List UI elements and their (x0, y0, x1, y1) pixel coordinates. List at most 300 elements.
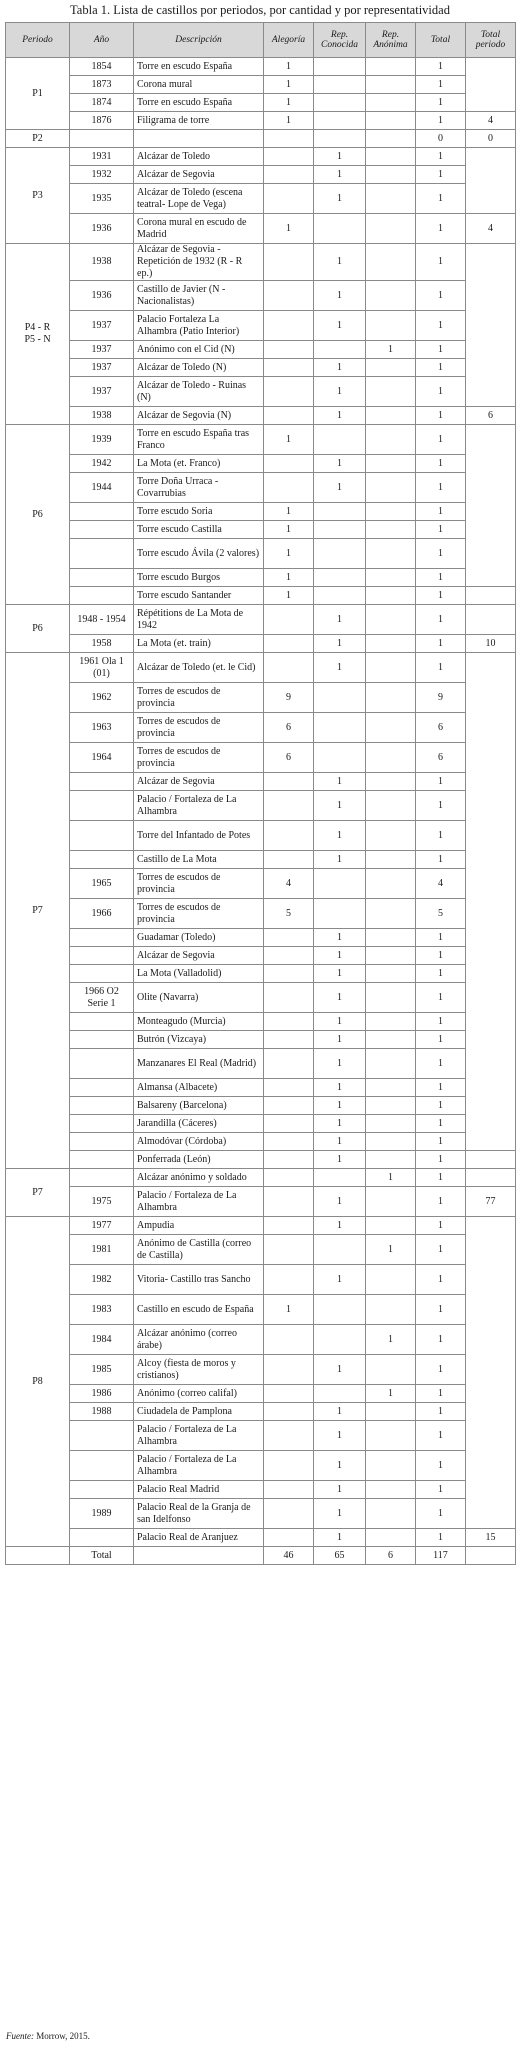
table-row (6, 1049, 516, 1079)
alegoria-cell (264, 377, 314, 407)
total-cell: 1 (416, 473, 466, 503)
year-cell (70, 1031, 134, 1049)
alegoria-cell (264, 1133, 314, 1151)
table-row (6, 1325, 516, 1355)
table-row (6, 539, 516, 569)
total-period-cell (466, 605, 516, 635)
alegoria-cell: 1 (264, 521, 314, 539)
year-cell: 1937 (70, 359, 134, 377)
rep-conocida-cell: 1 (314, 1403, 366, 1421)
description-cell: Palacio Fortaleza La Alhambra (Patio Interior) (134, 311, 264, 341)
alegoria-cell: 1 (264, 569, 314, 587)
total-cell: 1 (416, 1133, 466, 1151)
year-cell: 1932 (70, 166, 134, 184)
total-period-cell (466, 1265, 516, 1295)
table-row (6, 1451, 516, 1481)
rep-anonima-cell (366, 1499, 416, 1529)
period-cell: P2 (6, 130, 70, 148)
year-cell: 1985 (70, 1355, 134, 1385)
total-period-cell (466, 244, 516, 281)
year-cell: 1965 (70, 869, 134, 899)
table-row (6, 653, 516, 683)
total-period-cell: 77 (466, 1187, 516, 1217)
rep-conocida-cell: 1 (314, 605, 366, 635)
rep-conocida-cell (314, 869, 366, 899)
rep-anonima-cell (366, 521, 416, 539)
description-cell: Alcázar anónimo y soldado (134, 1169, 264, 1187)
table-row (6, 148, 516, 166)
total-period-cell (466, 713, 516, 743)
alegoria-cell: 4 (264, 869, 314, 899)
description-cell (134, 130, 264, 148)
rep-anonima-cell (366, 1151, 416, 1169)
description-cell: Torre escudo Castilla (134, 521, 264, 539)
description-cell: Alcázar de Segovia (134, 166, 264, 184)
rep-anonima-cell (366, 94, 416, 112)
description-cell: Almodóvar (Córdoba) (134, 1133, 264, 1151)
total-period-cell (466, 184, 516, 214)
total-period-cell (466, 455, 516, 473)
year-cell: 1935 (70, 184, 134, 214)
rep-anonima-cell (366, 1217, 416, 1235)
year-cell (70, 929, 134, 947)
rep-conocida-cell: 1 (314, 281, 366, 311)
total-period-cell (466, 281, 516, 311)
year-cell: 1988 (70, 1403, 134, 1421)
table-row (6, 983, 516, 1013)
alegoria-cell (264, 1355, 314, 1385)
description-cell: Balsareny (Barcelona) (134, 1097, 264, 1115)
year-cell: 1944 (70, 473, 134, 503)
table-row (6, 605, 516, 635)
rep-conocida-cell: 1 (314, 184, 366, 214)
rep-conocida-cell (314, 1325, 366, 1355)
total-period-cell (466, 503, 516, 521)
year-cell (70, 1079, 134, 1097)
header-total-periodo: Total periodo (466, 23, 516, 58)
total-cell: 1 (416, 1385, 466, 1403)
alegoria-cell (264, 473, 314, 503)
table-row (6, 1403, 516, 1421)
alegoria-cell (264, 1115, 314, 1133)
alegoria-cell: 1 (264, 425, 314, 455)
alegoria-cell: 1 (264, 112, 314, 130)
total-period-cell (466, 311, 516, 341)
alegoria-cell (264, 1151, 314, 1169)
alegoria-cell (264, 635, 314, 653)
total-period-cell (466, 965, 516, 983)
rep-conocida-cell: 1 (314, 821, 366, 851)
rep-conocida-cell (314, 503, 366, 521)
rep-conocida-cell: 1 (314, 1529, 366, 1547)
table-row (6, 713, 516, 743)
table-row (6, 1079, 516, 1097)
total-period-cell (466, 425, 516, 455)
year-cell: 1986 (70, 1385, 134, 1403)
rep-anonima-cell (366, 1481, 416, 1499)
total-cell: 1 (416, 311, 466, 341)
table-row (6, 635, 516, 653)
total-period-cell (466, 148, 516, 166)
alegoria-cell (264, 407, 314, 425)
alegoria-cell: 1 (264, 58, 314, 76)
total-cell: 6 (416, 743, 466, 773)
year-cell (70, 773, 134, 791)
total-period-cell (466, 1295, 516, 1325)
description-cell: Palacio Real de Aranjuez (134, 1529, 264, 1547)
total-cell: 0 (416, 130, 466, 148)
year-cell (70, 1097, 134, 1115)
alegoria-cell (264, 947, 314, 965)
rep-conocida-cell (314, 214, 366, 244)
total-cell: 1 (416, 1355, 466, 1385)
year-cell: 1984 (70, 1325, 134, 1355)
year-cell: 1966 O2 Serie 1 (70, 983, 134, 1013)
total-cell: 1 (416, 635, 466, 653)
description-cell: Palacio Real de la Granja de san Idelfonso (134, 1499, 264, 1529)
alegoria-cell (264, 1325, 314, 1355)
description-cell: Torre del Infantado de Potes (134, 821, 264, 851)
total-period-cell (466, 683, 516, 713)
rep-anonima-cell (366, 1451, 416, 1481)
total-cell: 1 (416, 947, 466, 965)
total-cell: 1 (416, 1079, 466, 1097)
year-cell: 1975 (70, 1187, 134, 1217)
total-period-cell (466, 359, 516, 377)
description-cell: Butrón (Vizcaya) (134, 1031, 264, 1049)
rep-anonima-cell: 1 (366, 1235, 416, 1265)
rep-conocida-cell: 1 (314, 1451, 366, 1481)
rep-anonima-cell (366, 635, 416, 653)
castles-table (5, 22, 516, 1565)
rep-anonima-cell (366, 947, 416, 965)
total-period-cell (466, 587, 516, 605)
rep-anonima-cell (366, 539, 416, 569)
total-cell: 1 (416, 94, 466, 112)
description-cell: Alcázar de Toledo (N) (134, 359, 264, 377)
table-row (6, 965, 516, 983)
description-cell: Manzanares El Real (Madrid) (134, 1049, 264, 1079)
total-cell: 1 (416, 773, 466, 791)
rep-conocida-cell: 1 (314, 1115, 366, 1133)
description-cell: Torre en escudo España (134, 94, 264, 112)
rep-conocida-cell: 1 (314, 929, 366, 947)
total-cell: 1 (416, 407, 466, 425)
total-period-cell (466, 377, 516, 407)
totals-blank-cell (466, 1547, 516, 1565)
description-cell: Anónimo (correo califal) (134, 1385, 264, 1403)
rep-conocida-cell (314, 112, 366, 130)
table-row (6, 1385, 516, 1403)
rep-conocida-cell (314, 539, 366, 569)
table-row (6, 1151, 516, 1169)
table-row (6, 407, 516, 425)
header-row (6, 23, 516, 58)
total-cell: 1 (416, 112, 466, 130)
total-period-cell: 4 (466, 214, 516, 244)
total-cell: 1 (416, 166, 466, 184)
alegoria-cell (264, 184, 314, 214)
year-cell (70, 851, 134, 869)
year-cell: 1939 (70, 425, 134, 455)
rep-anonima-cell (366, 473, 416, 503)
rep-conocida-cell (314, 713, 366, 743)
total-period-cell (466, 1403, 516, 1421)
table-row (6, 1499, 516, 1529)
total-cell: 1 (416, 58, 466, 76)
table-row (6, 1265, 516, 1295)
table-row (6, 341, 516, 359)
total-period-cell (466, 653, 516, 683)
rep-anonima-cell (366, 1133, 416, 1151)
total-cell: 1 (416, 605, 466, 635)
rep-conocida-cell (314, 1295, 366, 1325)
header-descripcion: Descripción (134, 23, 264, 58)
description-cell: Palacio / Fortaleza de La Alhambra (134, 791, 264, 821)
total-period-cell (466, 58, 516, 76)
alegoria-cell (264, 311, 314, 341)
rep-conocida-cell (314, 1235, 366, 1265)
table-row (6, 899, 516, 929)
alegoria-cell: 9 (264, 683, 314, 713)
table-row (6, 929, 516, 947)
period-cell: P3 (6, 148, 70, 244)
year-cell (70, 1421, 134, 1451)
rep-conocida-cell: 1 (314, 851, 366, 869)
total-period-cell (466, 1169, 516, 1187)
rep-conocida-cell (314, 743, 366, 773)
table-row (6, 112, 516, 130)
period-cell: P4 - R P5 - N (6, 244, 70, 425)
alegoria-cell (264, 1217, 314, 1235)
totals-row (6, 1547, 516, 1565)
rep-conocida-cell (314, 130, 366, 148)
table-row (6, 1529, 516, 1547)
description-cell: Filigrama de torre (134, 112, 264, 130)
description-cell: Torre escudo Santander (134, 587, 264, 605)
rep-conocida-cell: 1 (314, 791, 366, 821)
year-cell (70, 130, 134, 148)
total-period-cell (466, 341, 516, 359)
rep-anonima-cell (366, 1355, 416, 1385)
total-cell: 1 (416, 1049, 466, 1079)
year-cell (70, 503, 134, 521)
rep-conocida-cell (314, 683, 366, 713)
total-period-cell (466, 539, 516, 569)
total-cell: 1 (416, 851, 466, 869)
total-cell: 6 (416, 713, 466, 743)
total-cell: 1 (416, 1031, 466, 1049)
description-cell: Palacio / Fortaleza de La Alhambra (134, 1187, 264, 1217)
rep-anonima-cell (366, 214, 416, 244)
total-cell: 1 (416, 503, 466, 521)
table-row (6, 425, 516, 455)
alegoria-cell: 6 (264, 743, 314, 773)
alegoria-cell (264, 653, 314, 683)
total-period-cell (466, 1079, 516, 1097)
alegoria-cell: 1 (264, 539, 314, 569)
table-row (6, 869, 516, 899)
description-cell: Torre en escudo España (134, 58, 264, 76)
alegoria-cell (264, 1421, 314, 1451)
total-cell: 1 (416, 76, 466, 94)
rep-conocida-cell: 1 (314, 947, 366, 965)
table-row (6, 130, 516, 148)
rep-conocida-cell: 1 (314, 1481, 366, 1499)
rep-conocida-cell: 1 (314, 653, 366, 683)
year-cell: 1989 (70, 1499, 134, 1529)
year-cell (70, 521, 134, 539)
total-cell: 1 (416, 965, 466, 983)
total-period-cell (466, 94, 516, 112)
table-caption: Tabla 1. Lista de castillos por periodos, por cantidad y por representatividad (70, 3, 450, 17)
year-cell: 1936 (70, 214, 134, 244)
alegoria-cell (264, 1097, 314, 1115)
rep-conocida-cell (314, 1385, 366, 1403)
alegoria-cell: 1 (264, 587, 314, 605)
totals-blank-cell (6, 1547, 70, 1565)
source-note (6, 2030, 90, 2042)
rep-conocida-cell: 1 (314, 965, 366, 983)
header-total: Total (416, 23, 466, 58)
total-cell: 4 (416, 869, 466, 899)
total-cell: 1 (416, 791, 466, 821)
table-body (6, 58, 516, 1565)
total-period-cell (466, 1499, 516, 1529)
rep-anonima-cell (366, 587, 416, 605)
total-cell: 1 (416, 521, 466, 539)
rep-anonima-cell (366, 791, 416, 821)
alegoria-cell (264, 1079, 314, 1097)
total-cell: 1 (416, 569, 466, 587)
total-period-cell (466, 1325, 516, 1355)
rep-anonima-cell (366, 148, 416, 166)
total-period-cell (466, 929, 516, 947)
rep-anonima-cell (366, 184, 416, 214)
description-cell: Alcázar de Segovia (N) (134, 407, 264, 425)
rep-anonima-cell (366, 1421, 416, 1451)
rep-conocida-cell: 1 (314, 244, 366, 281)
rep-conocida-cell (314, 58, 366, 76)
year-cell: 1963 (70, 713, 134, 743)
table-row (6, 569, 516, 587)
total-period-cell (466, 1151, 516, 1169)
rep-anonima-cell (366, 743, 416, 773)
year-cell: 1936 (70, 281, 134, 311)
rep-anonima-cell (366, 359, 416, 377)
year-cell: 1938 (70, 244, 134, 281)
total-cell: 1 (416, 1265, 466, 1295)
description-cell: Ampudia (134, 1217, 264, 1235)
header-ano: Año (70, 23, 134, 58)
table-row (6, 1097, 516, 1115)
alegoria-cell: 1 (264, 76, 314, 94)
period-cell: P8 (6, 1217, 70, 1547)
rep-conocida-cell: 1 (314, 1355, 366, 1385)
rep-conocida-cell: 1 (314, 773, 366, 791)
year-cell: 1874 (70, 94, 134, 112)
period-cell: P6 (6, 425, 70, 605)
description-cell: Anónimo con el Cid (N) (134, 341, 264, 359)
total-period-cell (466, 899, 516, 929)
alegoria-cell (264, 341, 314, 359)
totals-label: Total (70, 1547, 134, 1565)
year-cell: 1958 (70, 635, 134, 653)
total-cell: 1 (416, 1499, 466, 1529)
rep-conocida-cell: 1 (314, 1151, 366, 1169)
description-cell: Alcázar de Toledo - Ruinas (N) (134, 377, 264, 407)
rep-conocida-cell: 1 (314, 359, 366, 377)
year-cell: 1931 (70, 148, 134, 166)
rep-conocida-cell: 1 (314, 1031, 366, 1049)
alegoria-cell (264, 455, 314, 473)
description-cell: Alcázar de Toledo (escena teatral- Lope de Vega) (134, 184, 264, 214)
totals-blank-cell (134, 1547, 264, 1565)
total-cell: 1 (416, 1169, 466, 1187)
total-cell: 1 (416, 1325, 466, 1355)
rep-anonima-cell (366, 773, 416, 791)
table-row (6, 94, 516, 112)
total-period-cell: 6 (466, 407, 516, 425)
description-cell: Torres de escudos de provincia (134, 899, 264, 929)
year-cell (70, 1049, 134, 1079)
year-cell (70, 569, 134, 587)
rep-conocida-cell (314, 587, 366, 605)
alegoria-cell (264, 244, 314, 281)
total-period-cell: 15 (466, 1529, 516, 1547)
rep-conocida-cell: 1 (314, 1265, 366, 1295)
rep-conocida-cell: 1 (314, 1421, 366, 1451)
rep-conocida-cell (314, 94, 366, 112)
table-row (6, 1217, 516, 1235)
description-cell: Alcázar de Toledo (et. le Cid) (134, 653, 264, 683)
rep-conocida-cell: 1 (314, 377, 366, 407)
description-cell: Alcázar anónimo (correo árabe) (134, 1325, 264, 1355)
rep-conocida-cell: 1 (314, 1133, 366, 1151)
table-row (6, 521, 516, 539)
year-cell (70, 1481, 134, 1499)
total-period-cell (466, 569, 516, 587)
totals-rep-anonima: 6 (366, 1547, 416, 1565)
table-row (6, 821, 516, 851)
rep-conocida-cell (314, 425, 366, 455)
rep-conocida-cell: 1 (314, 1049, 366, 1079)
table-row (6, 791, 516, 821)
table-row (6, 311, 516, 341)
total-period-cell (466, 851, 516, 869)
year-cell (70, 1529, 134, 1547)
alegoria-cell (264, 773, 314, 791)
year-cell (70, 1169, 134, 1187)
total-period-cell (466, 1235, 516, 1265)
rep-conocida-cell: 1 (314, 148, 366, 166)
description-cell: Torre en escudo España tras Franco (134, 425, 264, 455)
table-row (6, 1133, 516, 1151)
alegoria-cell (264, 1529, 314, 1547)
rep-anonima-cell (366, 425, 416, 455)
rep-conocida-cell: 1 (314, 1217, 366, 1235)
year-cell (70, 1115, 134, 1133)
rep-anonima-cell (366, 1403, 416, 1421)
year-cell (70, 1151, 134, 1169)
total-period-cell (466, 773, 516, 791)
rep-anonima-cell: 1 (366, 341, 416, 359)
rep-conocida-cell: 1 (314, 407, 366, 425)
rep-anonima-cell (366, 1079, 416, 1097)
table-row (6, 244, 516, 281)
total-cell: 1 (416, 539, 466, 569)
total-period-cell (466, 1049, 516, 1079)
